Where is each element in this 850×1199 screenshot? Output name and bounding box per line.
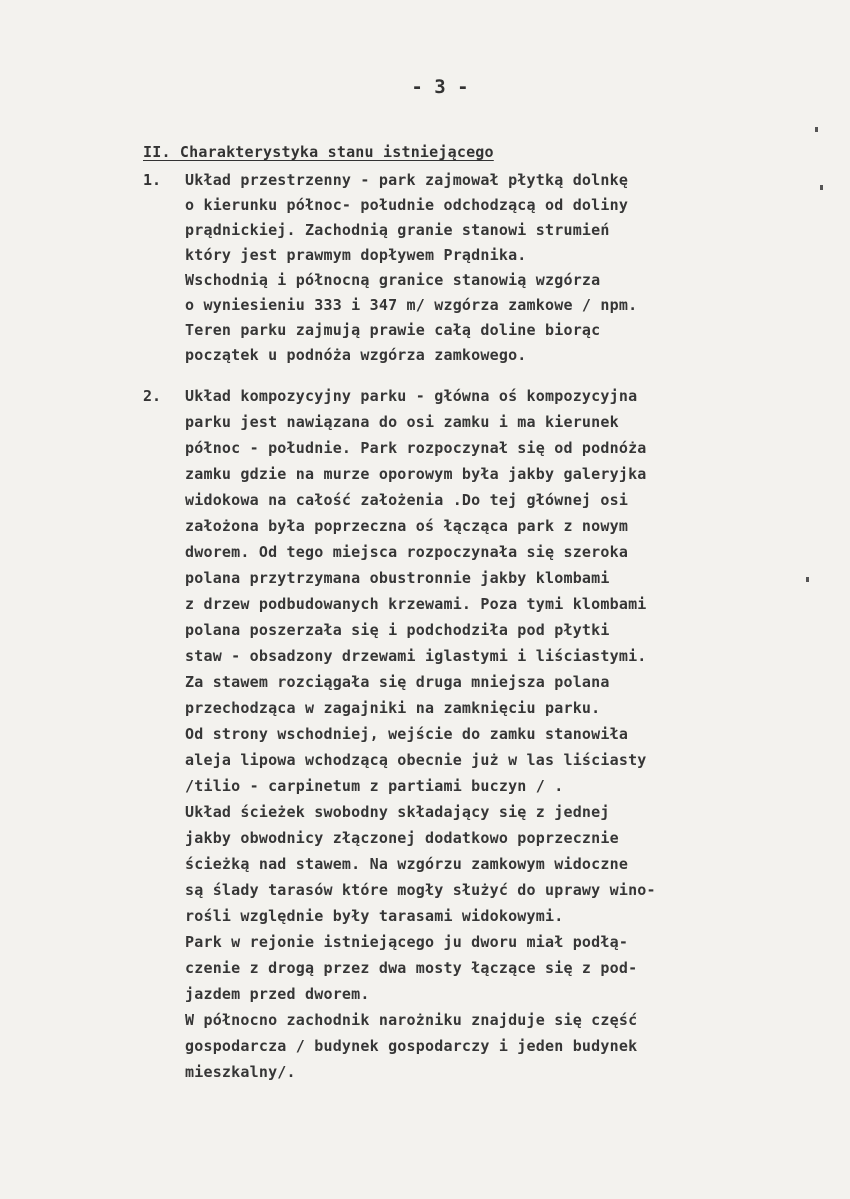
text-line: o kierunku północ- południe odchodzącą od doliny: [185, 196, 629, 214]
margin-mark: [806, 577, 809, 582]
item-number-1: 1.: [143, 171, 162, 189]
text-line: W północno zachodnik narożniku znajduje się część: [185, 1011, 638, 1029]
text-line: przechodząca w zagajniki na zamknięciu parku.: [185, 699, 601, 717]
text-line: jazdem przed dworem.: [185, 985, 370, 1003]
margin-mark: [815, 127, 818, 132]
text-line: parku jest nawiązana do osi zamku i ma kierunek: [185, 413, 619, 431]
text-line: Za stawem rozciągała się druga mniejsza polana: [185, 673, 610, 691]
text-line: są ślady tarasów które mogły służyć do uprawy wino-: [185, 881, 656, 899]
text-line: o wyniesieniu 333 i 347 m/ wzgórza zamkowe / npm.: [185, 296, 638, 314]
text-line: polana przytrzymana obustronnie jakby klombami: [185, 569, 610, 587]
text-line: z drzew podbudowanych krzewami. Poza tymi klombami: [185, 595, 647, 613]
text-line: czenie z drogą przez dwa mosty łączące się z pod-: [185, 959, 638, 977]
text-line: Park w rejonie istniejącego ju dworu miał podłą-: [185, 933, 629, 951]
text-line: zamku gdzie na murze oporowym była jakby galeryjka: [185, 465, 647, 483]
text-line: północ - południe. Park rozpoczynał się od podnóża: [185, 439, 647, 457]
text-line: mieszkalny/.: [185, 1063, 296, 1081]
text-line: jakby obwodnicy złączonej dodatkowo poprzecznie: [185, 829, 619, 847]
text-line: Układ przestrzenny - park zajmował płytką dolnkę: [185, 171, 629, 189]
page-number: - 3 -: [411, 76, 469, 98]
text-line: /tilio - carpinetum z partiami buczyn / .: [185, 777, 564, 795]
item-number-2: 2.: [143, 387, 162, 405]
text-line: polana poszerzała się i podchodziła pod płytki: [185, 621, 610, 639]
text-line: aleja lipowa wchodzącą obecnie już w las liściasty: [185, 751, 647, 769]
text-line: Układ ścieżek swobodny składający się z jednej: [185, 803, 610, 821]
text-line: staw - obsadzony drzewami iglastymi i liściastymi.: [185, 647, 647, 665]
text-line: Wschodnią i północną granice stanowią wzgórza: [185, 271, 601, 289]
text-line: Układ kompozycyjny parku - główna oś kompozycyjna: [185, 387, 638, 405]
text-line: Od strony wschodniej, wejście do zamku stanowiła: [185, 725, 629, 743]
text-line: który jest prawmym dopływem Prądnika.: [185, 246, 527, 264]
section-heading: II. Charakterystyka stanu istniejącego: [143, 143, 494, 161]
text-line: założona była poprzeczna oś łącząca park z nowym: [185, 517, 629, 535]
text-line: Teren parku zajmują prawie całą doline biorąc: [185, 321, 601, 339]
text-line: prądnickiej. Zachodnią granie stanowi strumień: [185, 221, 610, 239]
text-line: początek u podnóża wzgórza zamkowego.: [185, 346, 527, 364]
margin-mark: [820, 185, 823, 190]
text-line: widokowa na całość założenia .Do tej głównej osi: [185, 491, 629, 509]
text-line: dworem. Od tego miejsca rozpoczynała się szeroka: [185, 543, 629, 561]
text-line: rośli względnie były tarasami widokowymi.: [185, 907, 564, 925]
text-line: gospodarcza / budynek gospodarczy i jeden budynek: [185, 1037, 638, 1055]
text-line: ścieżką nad stawem. Na wzgórzu zamkowym widoczne: [185, 855, 629, 873]
